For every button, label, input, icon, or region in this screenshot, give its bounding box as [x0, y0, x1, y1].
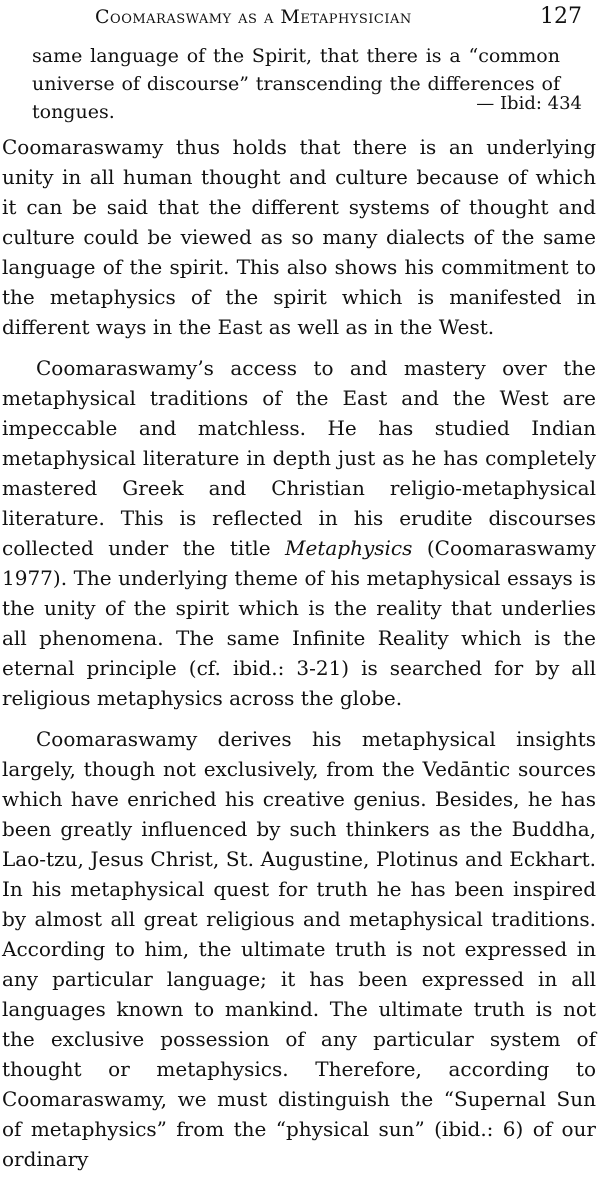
running-title: Coomaraswamy as a Metaphysician [95, 6, 412, 28]
body-text [2, 132, 596, 1185]
paragraph-3: Coomaraswamy derives his metaphysical insights largely, though not exclusively, from the Vedāntic sources which have enriched his creative genius. Besides, he has been greatly influenced by such thinkers as the Buddha, Lao-tzu, Jesus Christ, St. Augustine, Plotinus and Eckhart. In his metaphysical quest for truth he has been inspired by almost all great religious and metaphysical traditions. According to him, the ultimate truth is not expressed in any particular language; it has been expressed in all languages known to mankind. The ultimate truth is not the exclusive possession of any particular system of thought or metaphysics. Therefore, according to Coomaraswamy, we must distinguish the “Supernal Sun of metaphysics” from the “physical sun” (ibid.: 6) of our ordinary [2, 727, 596, 1171]
book-title-metaphysics: Metaphysics [285, 536, 413, 560]
block-quote: same language of the Spirit, that there is a “common universe of discourse” transcending the differences of tongues. [32, 45, 560, 123]
paragraph-2 [2, 353, 596, 713]
paragraph-2-part-1: Coomaraswamy’s access to and mastery over the metaphysical traditions of the East and the West are impeccable and matchless. He has studied Indian metaphysical literature in depth just as he has completely mastered Greek and Christian religio-metaphysical literature. This is reflected in his erudite discourses collected under the title [2, 356, 596, 560]
page-number: 127 [540, 4, 582, 29]
running-head [0, 4, 600, 30]
paragraph-2-part-2: (Coomaraswamy 1977). The underlying theme of his metaphysical essays is the unity of the spirit which is the reality that underlies all phenomena. The same Infinite Reality which is the eternal principle (cf. ibid.: 3-21) is searched for by all religious metaphysics across the globe. [2, 536, 596, 710]
paragraph-1: Coomaraswamy thus holds that there is an underlying unity in all human thought and culture because of which it can be said that the different systems of thought and culture could be viewed as so many dialects of the same language of the spirit. This also shows his commitment to the metaphysics of the spirit which is manifested in different ways in the East as well as in the West. [2, 135, 596, 339]
quote-citation: — Ibid: 434 [476, 93, 582, 114]
